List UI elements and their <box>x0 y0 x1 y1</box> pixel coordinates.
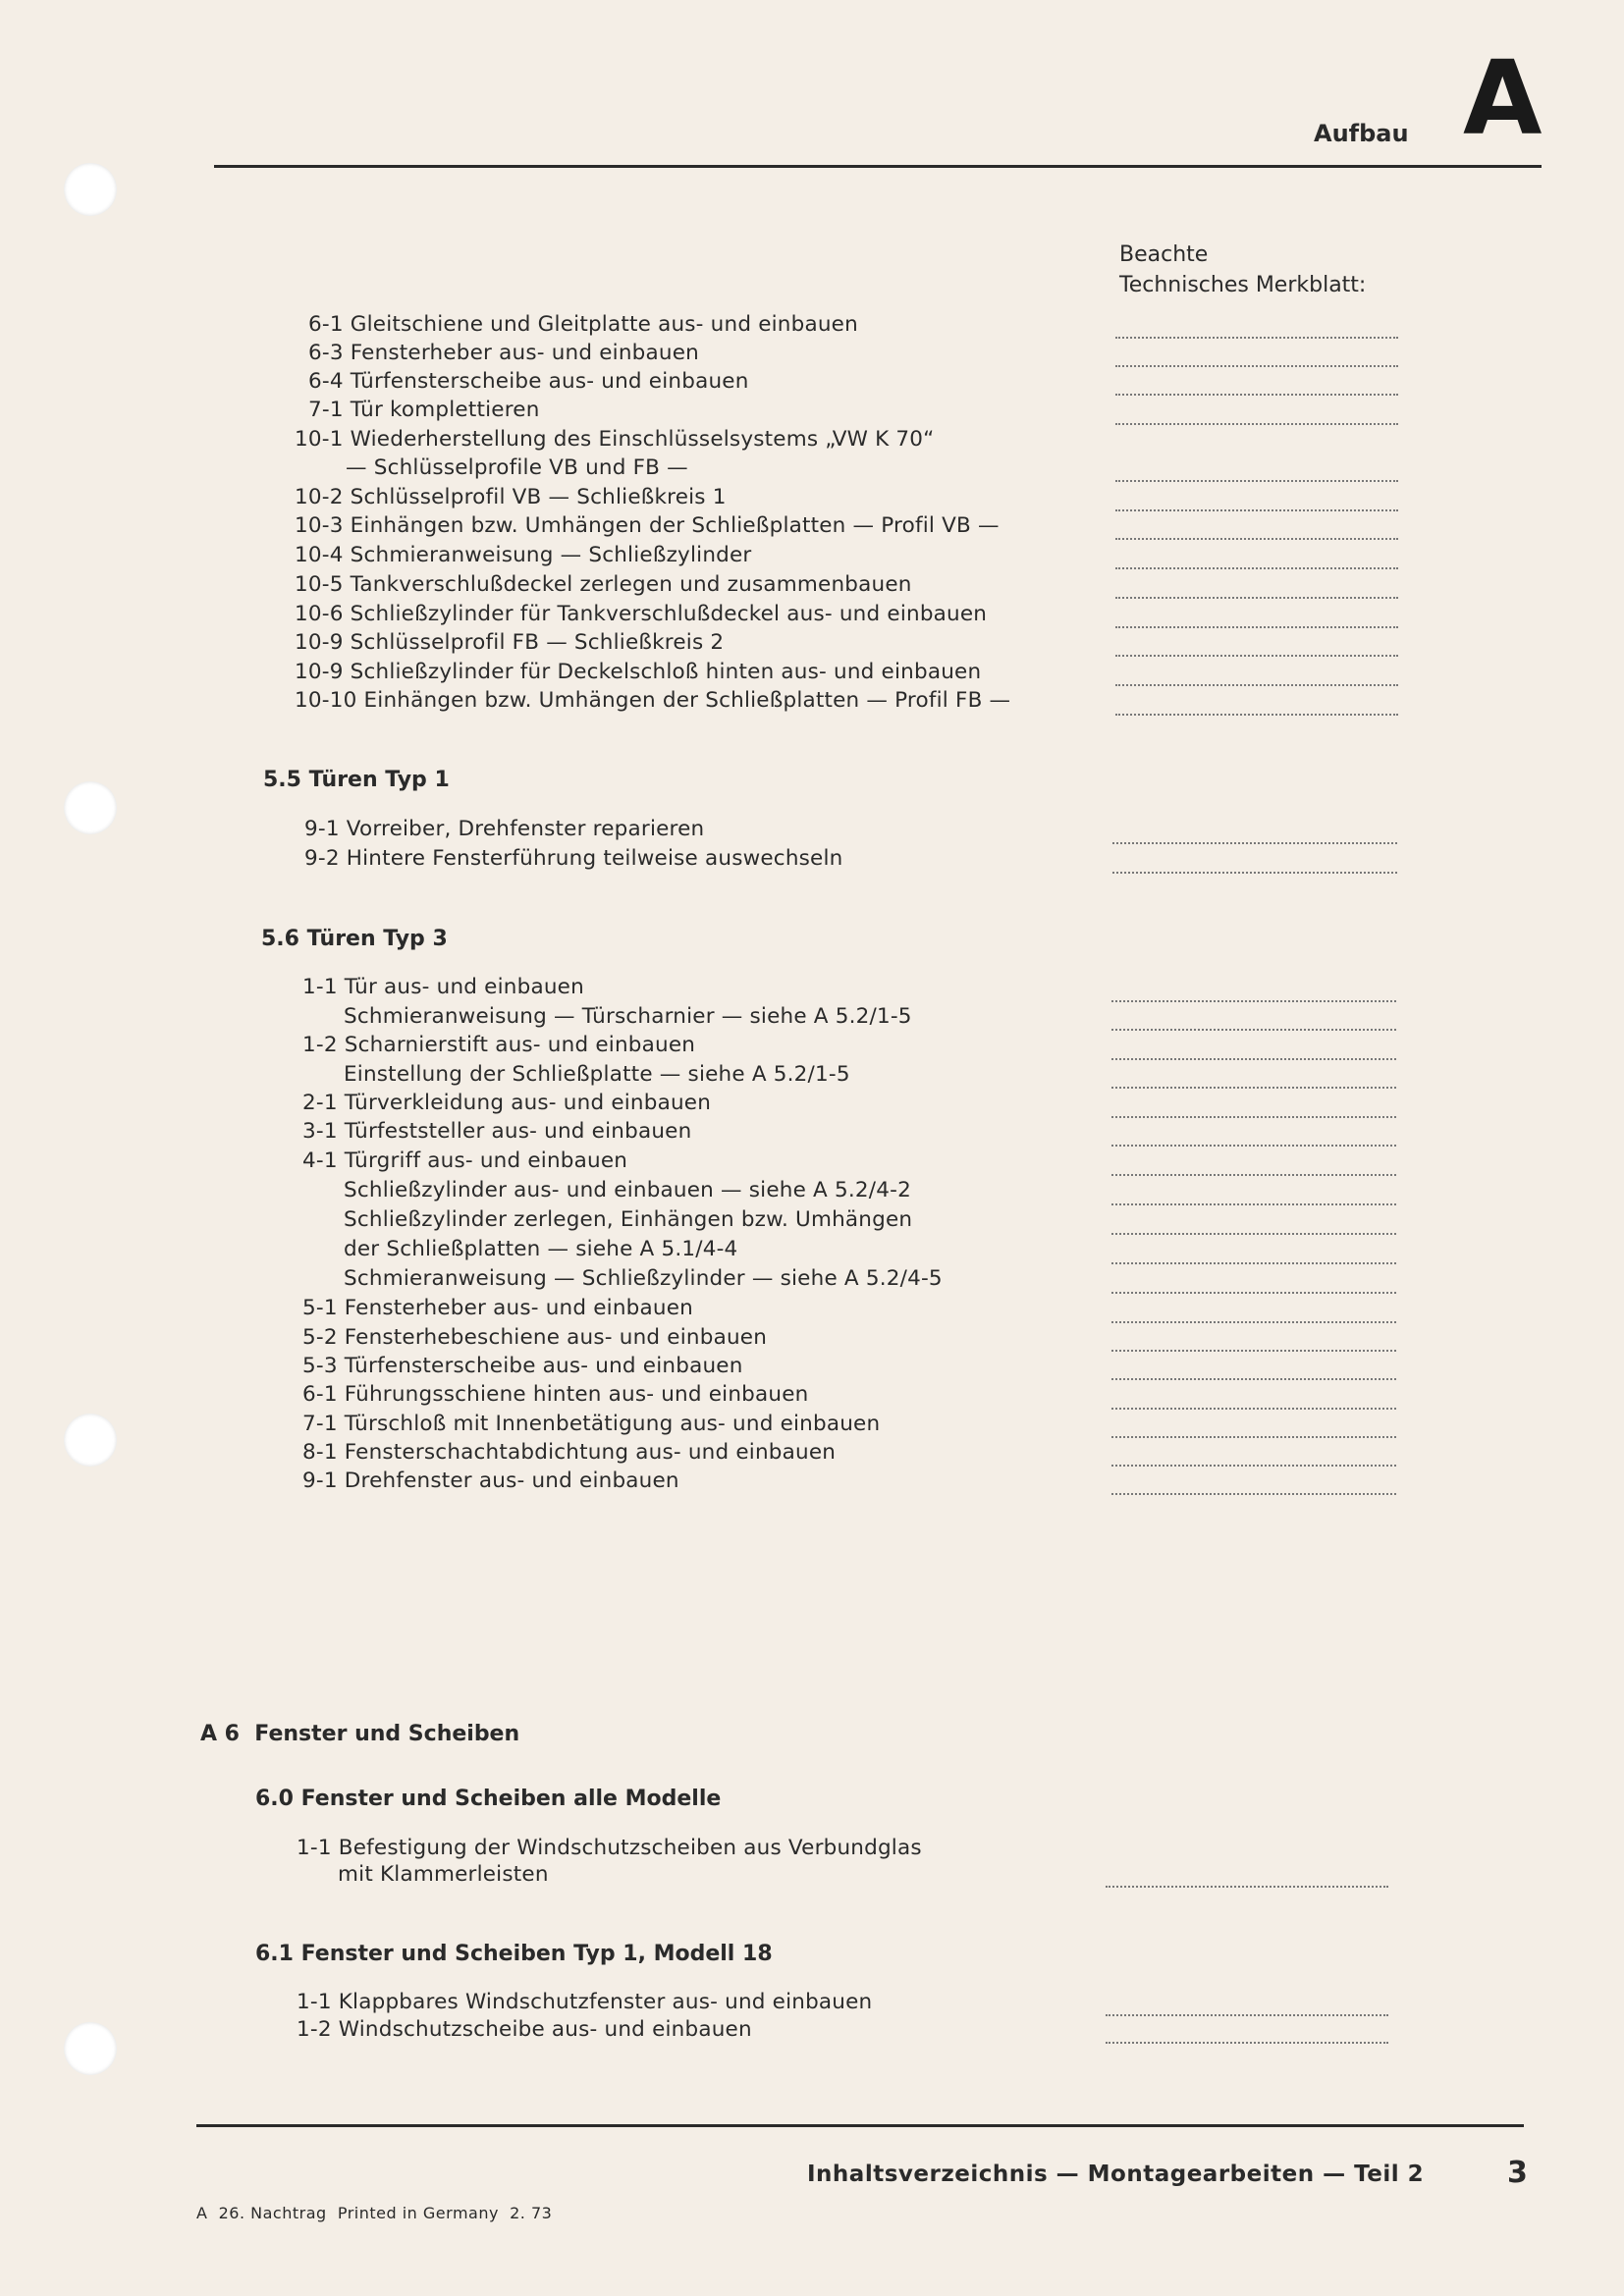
note-line <box>1111 1203 1396 1205</box>
note-line <box>1111 1408 1396 1410</box>
print-note: A 26. Nachtrag Printed in Germany 2. 73 <box>196 2204 553 2222</box>
note-line <box>1112 872 1397 874</box>
note-line <box>1111 1029 1396 1031</box>
note-line <box>1115 509 1398 511</box>
toc-entry: 10-2 Schlüsselprofil VB — Schließkreis 1 <box>295 485 727 509</box>
note-line <box>1111 1174 1396 1176</box>
header-section-label: Aufbau <box>1314 120 1409 147</box>
toc-entry: — Schlüsselprofile VB und FB — <box>346 455 688 480</box>
note-line <box>1111 1378 1396 1380</box>
toc-entry: 3-1 Türfeststeller aus- und einbauen <box>302 1119 692 1144</box>
toc-entry: Schmieranweisung — Schließzylinder — siehe A 5.2/4-5 <box>344 1266 943 1291</box>
note-line <box>1111 1436 1396 1438</box>
note-line <box>1115 423 1398 425</box>
toc-entry: 10-9 Schließzylinder für Deckelschloß hinten aus- und einbauen <box>295 660 982 684</box>
toc-entry: 6-1 Führungsschiene hinten aus- und einbauen <box>302 1382 809 1407</box>
toc-entry: 1-1 Befestigung der Windschutzscheiben aus Verbundglas <box>297 1836 922 1860</box>
note-line <box>1106 1886 1388 1888</box>
toc-entry: 5-1 Fensterheber aus- und einbauen <box>302 1296 693 1320</box>
toc-entry: 5-2 Fensterhebeschiene aus- und einbauen <box>302 1325 768 1350</box>
page-number: 3 <box>1507 2156 1528 2190</box>
chapter-heading-a6: A 6 Fenster und Scheiben <box>200 1722 520 1746</box>
punch-hole <box>64 163 117 216</box>
note-line <box>1111 1087 1396 1089</box>
note-line <box>1111 1493 1396 1495</box>
sidebar-note-line1: Beachte <box>1119 242 1209 267</box>
toc-entry: 9-1 Vorreiber, Drehfenster reparieren <box>304 817 705 841</box>
note-line <box>1115 337 1398 339</box>
note-line <box>1115 480 1398 482</box>
note-line <box>1111 1465 1396 1467</box>
toc-entry: 10-5 Tankverschlußdeckel zerlegen und zusammenbauen <box>295 572 912 597</box>
sidebar-note <box>1119 240 1366 300</box>
toc-entry: 5-3 Türfensterscheibe aus- und einbauen <box>302 1354 743 1378</box>
note-line <box>1111 1262 1396 1264</box>
toc-entry: 6-1 Gleitschiene und Gleitplatte aus- und einbauen <box>308 312 858 337</box>
punch-hole <box>64 781 117 834</box>
note-line <box>1111 1321 1396 1323</box>
note-line <box>1112 842 1397 844</box>
toc-entry: Schließzylinder zerlegen, Einhängen bzw. Umhängen <box>344 1207 913 1232</box>
toc-entry: 4-1 Türgriff aus- und einbauen <box>302 1148 628 1173</box>
toc-entry: Einstellung der Schließplatte — siehe A 5.2/1-5 <box>344 1062 850 1087</box>
sidebar-note-line2: Technisches Merkblatt: <box>1119 273 1367 297</box>
note-line <box>1115 567 1398 569</box>
toc-entry: 10-6 Schließzylinder für Tankverschlußdeckel aus- und einbauen <box>295 602 988 626</box>
header-chapter-letter: A <box>1463 38 1543 158</box>
section-heading-6-0: 6.0 Fenster und Scheiben alle Modelle <box>255 1787 722 1811</box>
toc-entry: 1-2 Scharnierstift aus- und einbauen <box>302 1033 696 1057</box>
note-line <box>1115 597 1398 599</box>
note-line <box>1115 394 1398 396</box>
note-line <box>1106 2042 1388 2044</box>
toc-entry: 9-1 Drehfenster aus- und einbauen <box>302 1468 679 1493</box>
note-line <box>1115 655 1398 657</box>
toc-entry: 1-2 Windschutzscheibe aus- und einbauen <box>297 2017 752 2042</box>
section-heading-5-6: 5.6 Türen Typ 3 <box>261 927 448 951</box>
note-line <box>1111 1350 1396 1352</box>
section-heading-6-1: 6.1 Fenster und Scheiben Typ 1, Modell 18 <box>255 1942 773 1966</box>
note-line <box>1111 1145 1396 1147</box>
punch-hole <box>64 1414 117 1467</box>
toc-entry: mit Klammerleisten <box>338 1862 549 1887</box>
toc-entry: Schmieranweisung — Türscharnier — siehe A 5.2/1-5 <box>344 1004 912 1029</box>
toc-entry: 6-3 Fensterheber aus- und einbauen <box>308 341 699 365</box>
note-line <box>1111 1292 1396 1294</box>
section-heading-5-5: 5.5 Türen Typ 1 <box>263 768 450 792</box>
punch-hole <box>64 2022 117 2075</box>
toc-entry: 9-2 Hintere Fensterführung teilweise auswechseln <box>304 846 843 871</box>
note-line <box>1115 714 1398 716</box>
toc-entry: der Schließplatten — siehe A 5.1/4-4 <box>344 1237 738 1261</box>
toc-entry: 1-1 Klappbares Windschutzfenster aus- und einbauen <box>297 1990 873 2014</box>
toc-entry: 8-1 Fensterschachtabdichtung aus- und einbauen <box>302 1440 837 1465</box>
toc-entry: 2-1 Türverkleidung aus- und einbauen <box>302 1091 712 1115</box>
note-line <box>1115 365 1398 367</box>
note-line <box>1115 684 1398 686</box>
toc-entry: 6-4 Türfensterscheibe aus- und einbauen <box>308 369 749 394</box>
toc-entry: 10-9 Schlüsselprofil FB — Schließkreis 2 <box>295 630 725 655</box>
note-line <box>1111 1116 1396 1118</box>
toc-entry: 10-4 Schmieranweisung — Schließzylinder <box>295 543 752 567</box>
note-line <box>1111 1233 1396 1235</box>
footer-rule <box>196 2124 1524 2127</box>
toc-entry: Schließzylinder aus- und einbauen — siehe A 5.2/4-2 <box>344 1178 911 1202</box>
header-rule <box>214 165 1542 168</box>
note-line <box>1106 2014 1388 2016</box>
toc-entry: 1-1 Tür aus- und einbauen <box>302 975 584 999</box>
note-line <box>1111 1058 1396 1060</box>
toc-entry: 7-1 Tür komplettieren <box>308 398 540 422</box>
note-line <box>1115 626 1398 628</box>
toc-entry: 10-3 Einhängen bzw. Umhängen der Schließplatten — Profil VB — <box>295 513 1000 538</box>
toc-entry: 10-10 Einhängen bzw. Umhängen der Schließplatten — Profil FB — <box>295 688 1011 713</box>
toc-entry: 7-1 Türschloß mit Innenbetätigung aus- und einbauen <box>302 1412 881 1436</box>
footer-title: Inhaltsverzeichnis — Montagearbeiten — Teil 2 <box>807 2162 1425 2187</box>
note-line <box>1115 538 1398 540</box>
note-line <box>1111 1000 1396 1002</box>
toc-entry: 10-1 Wiederherstellung des Einschlüsselsystems „VW K 70“ <box>295 427 935 452</box>
